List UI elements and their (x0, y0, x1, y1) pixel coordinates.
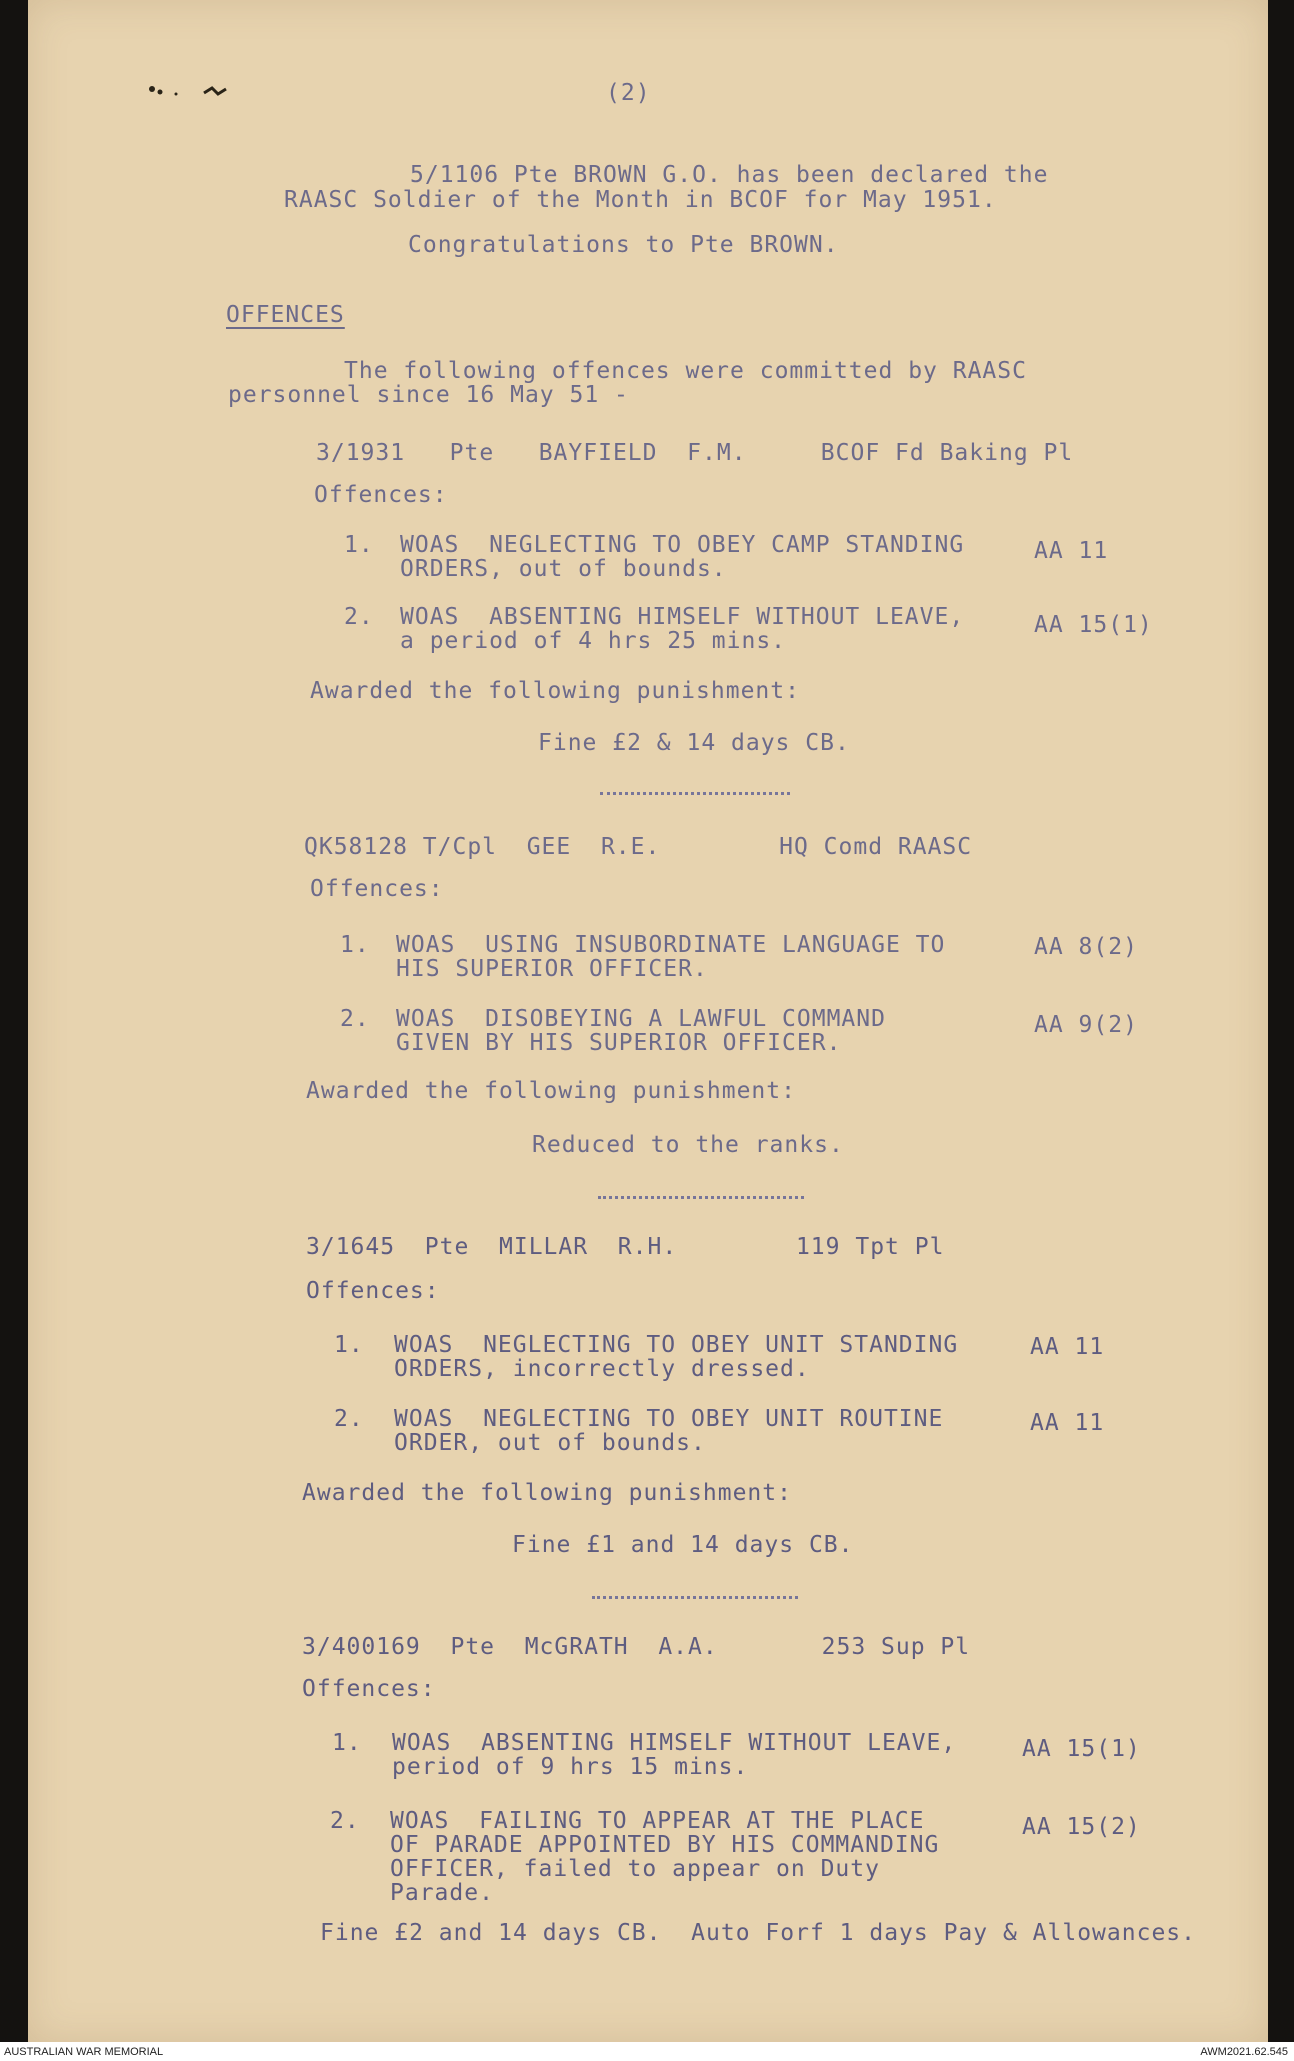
footer-bar (0, 2044, 1294, 2061)
offence-number: 1. (344, 532, 374, 558)
offence-text: WOAS NEGLECTING TO OBEY UNIT ROUTINE (394, 1406, 944, 1432)
offence-text: OFFICER, failed to appear on Duty (390, 1856, 880, 1882)
awarded-label: Awarded the following punishment: (306, 1078, 796, 1104)
offence-text: a period of 4 hrs 25 mins. (400, 628, 787, 654)
footer-credit: AUSTRALIAN WAR MEMORIAL (4, 2046, 164, 2058)
offence-number: 2. (344, 604, 374, 630)
offence-text: WOAS ABSENTING HIMSELF WITHOUT LEAVE, (392, 1730, 957, 1756)
offence-reference: AA 8(2) (1034, 934, 1138, 960)
intro-line-2: RAASC Soldier of the Month in BCOF for May 1951. (284, 187, 997, 213)
offences-label: Offences: (314, 482, 448, 508)
offence-reference: AA 15(1) (1022, 1736, 1141, 1762)
offence-text: GIVEN BY HIS SUPERIOR OFFICER. (396, 1030, 842, 1056)
offence-number: 1. (340, 932, 370, 958)
awarded-label: Awarded the following punishment: (310, 678, 800, 704)
case-header: 3/1645 Pte MILLAR R.H. 119 Tpt Pl (306, 1234, 945, 1260)
footer-reference: AWM2021.62.545 (1200, 2046, 1288, 2058)
offence-reference: AA 11 (1030, 1410, 1105, 1436)
offence-text: HIS SUPERIOR OFFICER. (396, 956, 708, 982)
offence-reference: AA 11 (1034, 538, 1109, 564)
offence-reference: AA 9(2) (1034, 1012, 1138, 1038)
offence-text: WOAS FAILING TO APPEAR AT THE PLACE (390, 1808, 925, 1834)
punishment: Fine £2 and 14 days CB. Auto Forf 1 days Pay & Allowances. (320, 1920, 1196, 1946)
offence-text: ORDERS, incorrectly dressed. (394, 1356, 810, 1382)
offences-intro-line-2: personnel since 16 May 51 - (228, 382, 629, 408)
awarded-label: Awarded the following punishment: (302, 1480, 792, 1506)
case-header: QK58128 T/Cpl GEE R.E. HQ Comd RAASC (304, 834, 973, 860)
offence-text: WOAS DISOBEYING A LAWFUL COMMAND (396, 1006, 886, 1032)
section-heading: OFFENCES (226, 302, 345, 328)
offence-text: Parade. (390, 1880, 494, 1906)
punishment: Fine £2 & 14 days CB. (538, 730, 850, 756)
offence-number: 2. (334, 1406, 364, 1432)
offence-reference: AA 15(2) (1022, 1814, 1141, 1840)
offence-text: WOAS NEGLECTING TO OBEY UNIT STANDING (394, 1332, 959, 1358)
offence-text: ORDER, out of bounds. (394, 1430, 706, 1456)
offence-text: WOAS NEGLECTING TO OBEY CAMP STANDING (400, 532, 965, 558)
offence-number: 2. (340, 1006, 370, 1032)
offence-text: WOAS USING INSUBORDINATE LANGUAGE TO (396, 932, 946, 958)
offences-label: Offences: (306, 1278, 440, 1304)
offences-intro-line-1: The following offences were committed by RAASC (344, 358, 1027, 384)
punishment: Reduced to the ranks. (532, 1132, 844, 1158)
offences-label: Offences: (302, 1676, 436, 1702)
punishment: Fine £1 and 14 days CB. (512, 1532, 854, 1558)
divider (592, 1596, 798, 1599)
congratulations-line: Congratulations to Pte BROWN. (408, 232, 839, 258)
offence-text: WOAS ABSENTING HIMSELF WITHOUT LEAVE, (400, 604, 965, 630)
divider (598, 1196, 804, 1199)
intro-line-1: 5/1106 Pte BROWN G.O. has been declared the (410, 162, 1049, 188)
offence-reference: AA 11 (1030, 1334, 1105, 1360)
offence-reference: AA 15(1) (1034, 612, 1153, 638)
offence-number: 2. (330, 1808, 360, 1834)
page-number: (2) (606, 80, 651, 106)
case-header: 3/1931 Pte BAYFIELD F.M. BCOF Fd Baking Pl (316, 440, 1074, 466)
offences-label: Offences: (310, 876, 444, 902)
offence-number: 1. (334, 1332, 364, 1358)
offence-number: 1. (332, 1730, 362, 1756)
divider (600, 792, 790, 795)
case-header: 3/400169 Pte McGRATH A.A. 253 Sup Pl (302, 1634, 971, 1660)
offence-text: ORDERS, out of bounds. (400, 556, 727, 582)
offence-text: period of 9 hrs 15 mins. (392, 1754, 749, 1780)
offence-text: OF PARADE APPOINTED BY HIS COMMANDING (390, 1832, 940, 1858)
ink-smudge (146, 84, 236, 98)
